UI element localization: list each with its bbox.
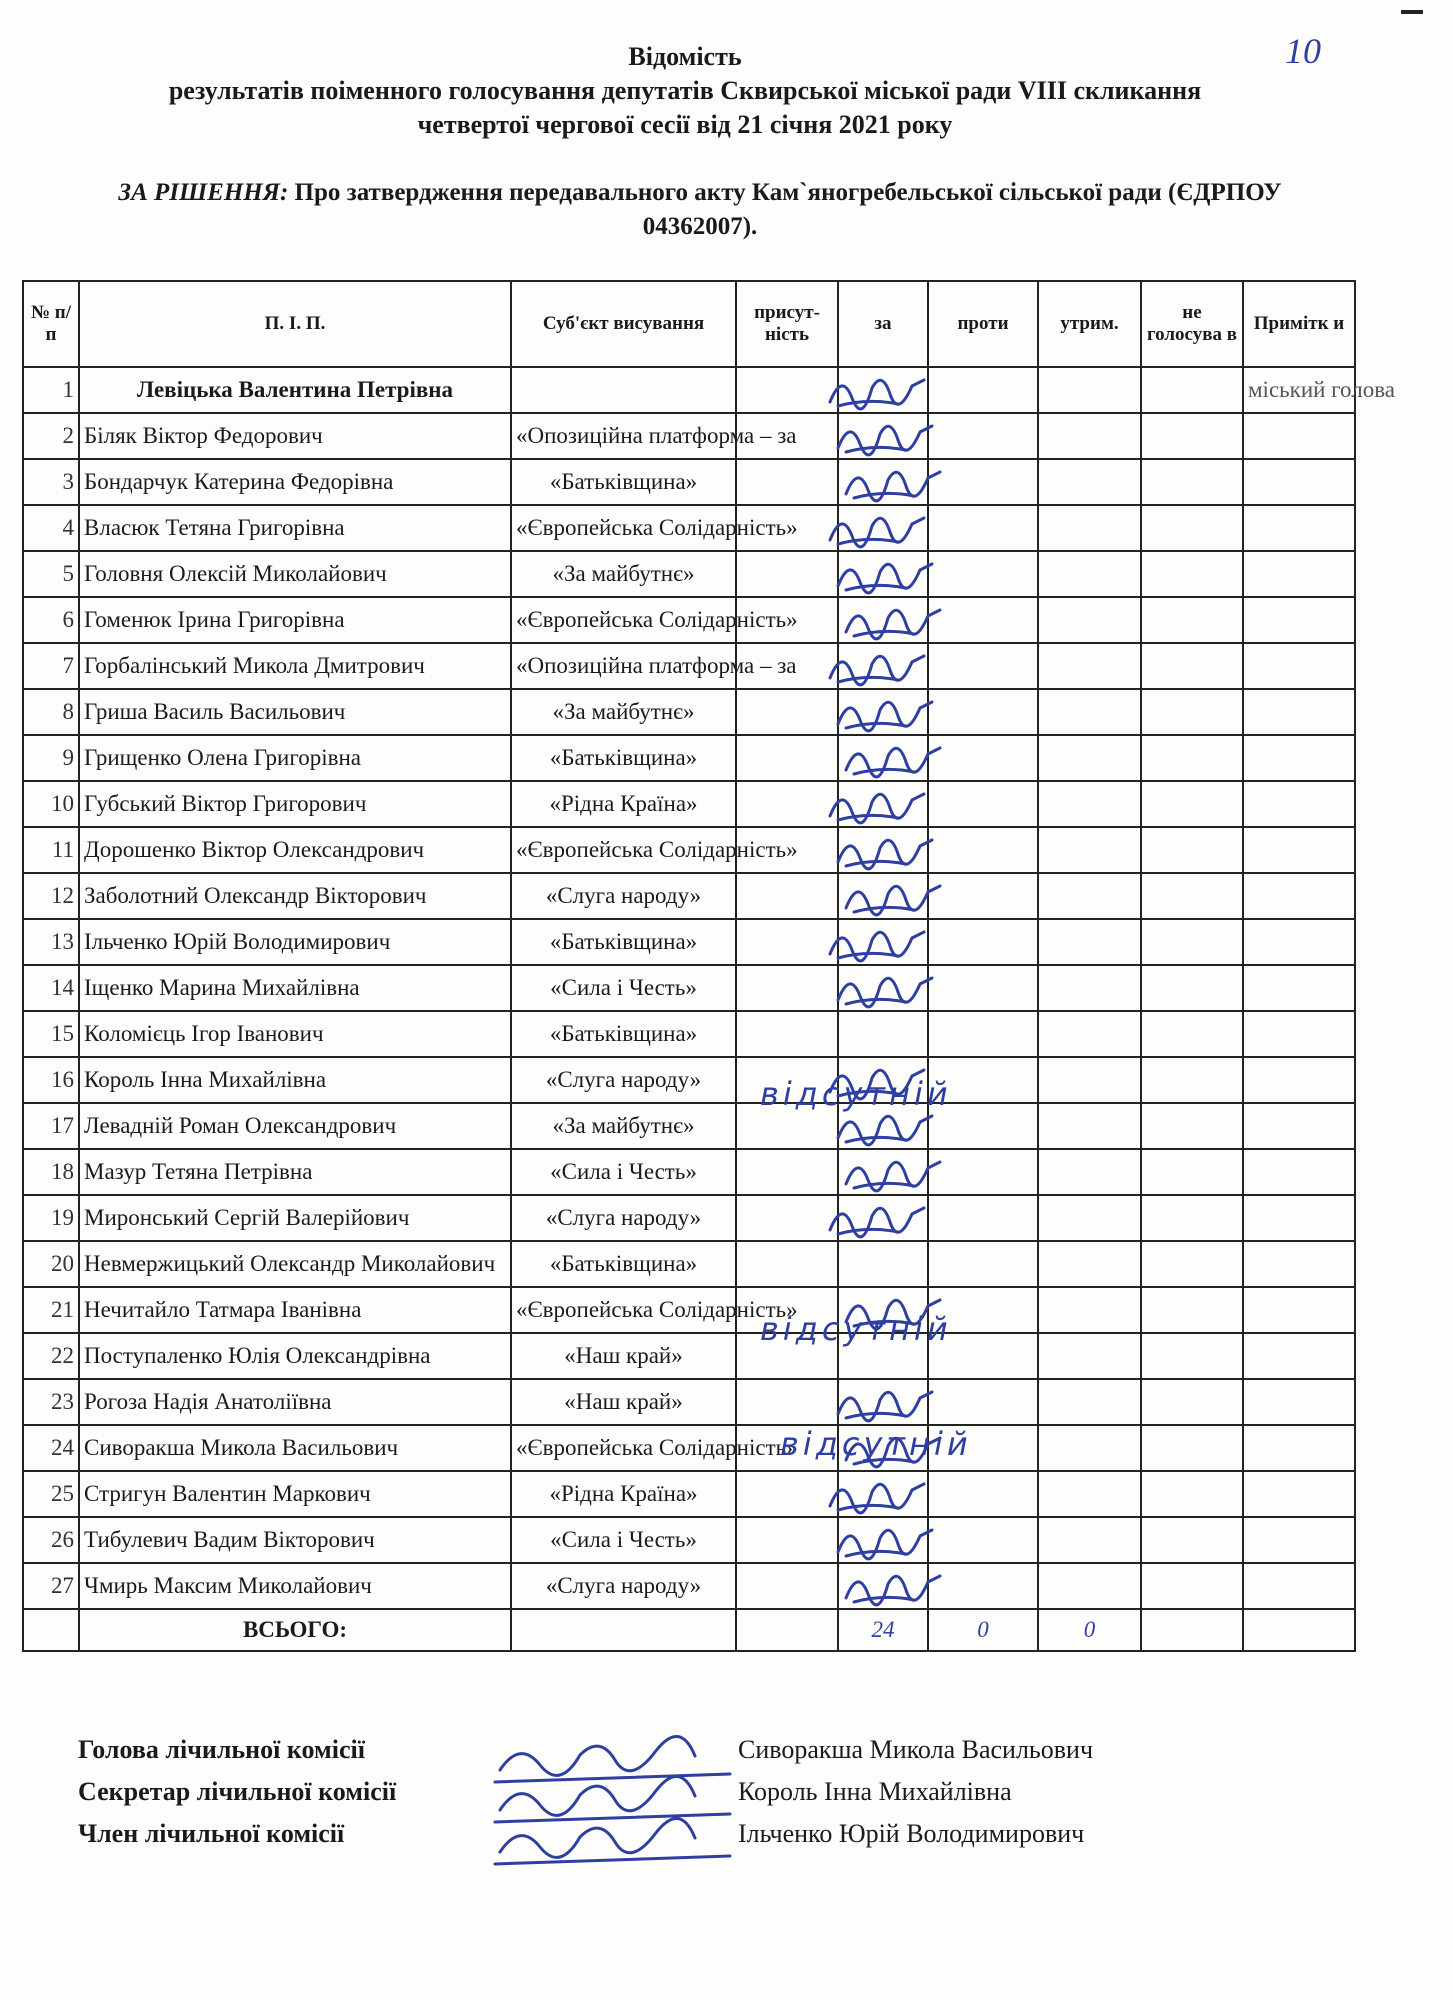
total-label: ВСЬОГО: bbox=[79, 1609, 511, 1651]
row-num: 24 bbox=[23, 1425, 79, 1471]
row-num: 11 bbox=[23, 827, 79, 873]
row-present bbox=[736, 1563, 838, 1609]
row-not-voted bbox=[1141, 735, 1243, 781]
row-party: «За майбутнє» bbox=[511, 689, 736, 735]
row-note bbox=[1243, 781, 1355, 827]
row-for bbox=[838, 1011, 928, 1057]
row-abstain bbox=[1038, 1563, 1141, 1609]
row-note bbox=[1243, 965, 1355, 1011]
row-present bbox=[736, 1195, 838, 1241]
table-row bbox=[23, 459, 1355, 505]
row-not-voted bbox=[1141, 873, 1243, 919]
row-for bbox=[838, 1195, 928, 1241]
header-present: присут-ність bbox=[736, 281, 838, 367]
row-name: Бондарчук Катерина Федорівна bbox=[79, 459, 511, 505]
row-name: Губський Віктор Григорович bbox=[79, 781, 511, 827]
row-party: «Європейська Солідарність» bbox=[511, 1287, 736, 1333]
row-for bbox=[838, 367, 928, 413]
row-num: 6 bbox=[23, 597, 79, 643]
row-abstain bbox=[1038, 1471, 1141, 1517]
row-party: «Слуга народу» bbox=[511, 1195, 736, 1241]
row-abstain bbox=[1038, 827, 1141, 873]
row-num: 23 bbox=[23, 1379, 79, 1425]
row-party: «Опозиційна платформа – за bbox=[511, 413, 736, 459]
row-not-voted bbox=[1141, 1195, 1243, 1241]
row-num: 16 bbox=[23, 1057, 79, 1103]
row-not-voted bbox=[1141, 689, 1243, 735]
commission-name: Ільченко Юрій Володимирович bbox=[738, 1819, 1085, 1848]
commission-role: Член лічильної комісії bbox=[78, 1819, 345, 1848]
row-not-voted bbox=[1141, 367, 1243, 413]
row-note bbox=[1243, 643, 1355, 689]
row-for bbox=[838, 597, 928, 643]
commission-row bbox=[78, 1819, 1378, 1861]
row-num: 22 bbox=[23, 1333, 79, 1379]
table-row bbox=[23, 1563, 1355, 1609]
row-note bbox=[1243, 1471, 1355, 1517]
row-name: Гриша Василь Васильович bbox=[79, 689, 511, 735]
row-for bbox=[838, 827, 928, 873]
table-header-row bbox=[23, 281, 1355, 367]
row-against bbox=[928, 505, 1038, 551]
row-not-voted bbox=[1141, 827, 1243, 873]
row-abstain bbox=[1038, 1241, 1141, 1287]
commission-name: Король Інна Михайлівна bbox=[738, 1777, 1012, 1806]
row-for bbox=[838, 781, 928, 827]
row-for bbox=[838, 1563, 928, 1609]
row-abstain bbox=[1038, 1425, 1141, 1471]
total-row bbox=[23, 1609, 1355, 1651]
row-party: «Європейська Солідарність» bbox=[511, 827, 736, 873]
row-for bbox=[838, 1471, 928, 1517]
row-for bbox=[838, 1149, 928, 1195]
page-number: 10 bbox=[1285, 31, 1321, 71]
header-party: Суб'єкт висування bbox=[511, 281, 736, 367]
row-party: «Сила і Честь» bbox=[511, 1517, 736, 1563]
row-num: 21 bbox=[23, 1287, 79, 1333]
row-party: «Сила і Честь» bbox=[511, 1149, 736, 1195]
row-note bbox=[1243, 413, 1355, 459]
row-abstain bbox=[1038, 1011, 1141, 1057]
row-note bbox=[1243, 1103, 1355, 1149]
row-against bbox=[928, 551, 1038, 597]
row-party: «Батьківщина» bbox=[511, 459, 736, 505]
row-name: Левадній Роман Олександрович bbox=[79, 1103, 511, 1149]
row-num: 14 bbox=[23, 965, 79, 1011]
row-against bbox=[928, 1241, 1038, 1287]
row-present bbox=[736, 1471, 838, 1517]
row-num: 7 bbox=[23, 643, 79, 689]
row-note bbox=[1243, 1149, 1355, 1195]
row-name: Мазур Тетяна Петрівна bbox=[79, 1149, 511, 1195]
handwritten-absent-15: відсутній bbox=[760, 1075, 952, 1113]
table-row bbox=[23, 1287, 1355, 1333]
row-not-voted bbox=[1141, 1287, 1243, 1333]
row-for bbox=[838, 689, 928, 735]
row-abstain bbox=[1038, 1103, 1141, 1149]
table-row bbox=[23, 1471, 1355, 1517]
row-abstain bbox=[1038, 1517, 1141, 1563]
row-party: «Батьківщина» bbox=[511, 1011, 736, 1057]
row-party: «Рідна Країна» bbox=[511, 1471, 736, 1517]
row-name: Рогоза Надія Анатоліївна bbox=[79, 1379, 511, 1425]
row-name: Невмержицький Олександр Миколайович bbox=[79, 1241, 511, 1287]
row-num: 13 bbox=[23, 919, 79, 965]
table-row bbox=[23, 1425, 1355, 1471]
table-row bbox=[23, 597, 1355, 643]
row-name: Іщенко Марина Михайлівна bbox=[79, 965, 511, 1011]
row-party: «За майбутнє» bbox=[511, 551, 736, 597]
total-abstain: 0 bbox=[1038, 1609, 1141, 1651]
row-party: «Рідна Країна» bbox=[511, 781, 736, 827]
header-name: П. І. П. bbox=[79, 281, 511, 367]
row-name: Король Інна Михайлівна bbox=[79, 1057, 511, 1103]
row-not-voted bbox=[1141, 413, 1243, 459]
row-note bbox=[1243, 827, 1355, 873]
row-abstain bbox=[1038, 505, 1141, 551]
table-row bbox=[23, 551, 1355, 597]
row-num: 17 bbox=[23, 1103, 79, 1149]
total-for: 24 bbox=[838, 1609, 928, 1651]
row-note bbox=[1243, 1563, 1355, 1609]
row-not-voted bbox=[1141, 459, 1243, 505]
row-against bbox=[928, 1471, 1038, 1517]
row-note bbox=[1243, 1011, 1355, 1057]
row-against bbox=[928, 597, 1038, 643]
row-present bbox=[736, 551, 838, 597]
row-party: «Слуга народу» bbox=[511, 1057, 736, 1103]
row-for bbox=[838, 505, 928, 551]
row-name: Власюк Тетяна Григорівна bbox=[79, 505, 511, 551]
row-num: 9 bbox=[23, 735, 79, 781]
header-num: № п/п bbox=[23, 281, 79, 367]
row-for bbox=[838, 551, 928, 597]
row-not-voted bbox=[1141, 965, 1243, 1011]
row-name: Поступаленко Юлія Олександрівна bbox=[79, 1333, 511, 1379]
row-against bbox=[928, 1011, 1038, 1057]
row-present bbox=[736, 781, 838, 827]
row-party: «Сила і Честь» bbox=[511, 965, 736, 1011]
row-abstain bbox=[1038, 965, 1141, 1011]
row-for bbox=[838, 643, 928, 689]
row-name: Тибулевич Вадим Вікторович bbox=[79, 1517, 511, 1563]
row-name: Заболотний Олександр Вікторович bbox=[79, 873, 511, 919]
row-against bbox=[928, 1195, 1038, 1241]
commission-block bbox=[78, 1735, 1378, 1861]
row-against bbox=[928, 781, 1038, 827]
row-note bbox=[1243, 873, 1355, 919]
row-abstain bbox=[1038, 1379, 1141, 1425]
row-against bbox=[928, 1563, 1038, 1609]
decision-text-2: 04362007). bbox=[642, 213, 758, 240]
row-party: «Наш край» bbox=[511, 1333, 736, 1379]
row-against bbox=[928, 965, 1038, 1011]
row-present bbox=[736, 459, 838, 505]
row-abstain bbox=[1038, 597, 1141, 643]
row-abstain bbox=[1038, 551, 1141, 597]
table-row bbox=[23, 919, 1355, 965]
row-not-voted bbox=[1141, 1103, 1243, 1149]
row-for bbox=[838, 873, 928, 919]
row-present bbox=[736, 919, 838, 965]
row-note bbox=[1243, 551, 1355, 597]
row-party bbox=[511, 367, 736, 413]
table-row bbox=[23, 413, 1355, 459]
document-subtitle-line2: четвертої чергової сесії від 21 січня 2021 року bbox=[417, 110, 953, 139]
row-note bbox=[1243, 689, 1355, 735]
row-num: 26 bbox=[23, 1517, 79, 1563]
row-num: 4 bbox=[23, 505, 79, 551]
row-party: «За майбутнє» bbox=[511, 1103, 736, 1149]
row-abstain bbox=[1038, 459, 1141, 505]
row-not-voted bbox=[1141, 551, 1243, 597]
row-for bbox=[838, 1517, 928, 1563]
row-abstain bbox=[1038, 689, 1141, 735]
row-against bbox=[928, 873, 1038, 919]
header-abstain: утрим. bbox=[1038, 281, 1141, 367]
row-for bbox=[838, 735, 928, 781]
row-not-voted bbox=[1141, 1011, 1243, 1057]
corner-mark bbox=[1401, 10, 1423, 26]
row-abstain bbox=[1038, 781, 1141, 827]
row-num: 20 bbox=[23, 1241, 79, 1287]
table-row bbox=[23, 643, 1355, 689]
row-abstain bbox=[1038, 735, 1141, 781]
row-name: Грищенко Олена Григорівна bbox=[79, 735, 511, 781]
table-row bbox=[23, 1241, 1355, 1287]
row-against bbox=[928, 1149, 1038, 1195]
row-name: Горбалінський Микола Дмитрович bbox=[79, 643, 511, 689]
vote-table bbox=[22, 280, 1395, 1652]
row-num: 10 bbox=[23, 781, 79, 827]
total-against: 0 bbox=[928, 1609, 1038, 1651]
row-not-voted bbox=[1141, 505, 1243, 551]
header-for: за bbox=[838, 281, 928, 367]
decision-label: ЗА РІШЕННЯ: bbox=[118, 179, 289, 206]
row-name: Гоменюк Ірина Григорівна bbox=[79, 597, 511, 643]
row-num: 19 bbox=[23, 1195, 79, 1241]
row-num: 27 bbox=[23, 1563, 79, 1609]
row-party: «Слуга народу» bbox=[511, 1563, 736, 1609]
row-not-voted bbox=[1141, 643, 1243, 689]
row-present bbox=[736, 965, 838, 1011]
decision-block bbox=[50, 176, 1350, 244]
row-against bbox=[928, 689, 1038, 735]
row-not-voted bbox=[1141, 781, 1243, 827]
row-name: Головня Олексій Миколайович bbox=[79, 551, 511, 597]
decision-text: Про затвердження передавального акту Кам`яногребельської сільської ради (ЄДРПОУ bbox=[294, 179, 1282, 206]
row-note bbox=[1243, 1425, 1355, 1471]
row-party: «Європейська Солідарність» bbox=[511, 1425, 736, 1471]
table-row bbox=[23, 367, 1355, 413]
row-party: «Європейська Солідарність» bbox=[511, 505, 736, 551]
row-name: Біляк Віктор Федорович bbox=[79, 413, 511, 459]
row-against bbox=[928, 367, 1038, 413]
row-note bbox=[1243, 1333, 1355, 1379]
header-not-voted: не голосува в bbox=[1141, 281, 1243, 367]
row-abstain bbox=[1038, 1195, 1141, 1241]
row-for bbox=[838, 919, 928, 965]
table-row bbox=[23, 873, 1355, 919]
table-row bbox=[23, 1057, 1355, 1103]
row-name: Левіцька Валентина Петрівна bbox=[79, 367, 511, 413]
table-row bbox=[23, 1379, 1355, 1425]
document-title: Відомість bbox=[628, 42, 742, 71]
handwritten-absent-20: відсутній bbox=[760, 1310, 952, 1348]
row-against bbox=[928, 459, 1038, 505]
row-name: Миронський Сергій Валерійович bbox=[79, 1195, 511, 1241]
row-party: «Батьківщина» bbox=[511, 1241, 736, 1287]
row-note bbox=[1243, 1057, 1355, 1103]
row-name: Коломієць Ігор Іванович bbox=[79, 1011, 511, 1057]
header-against: проти bbox=[928, 281, 1038, 367]
row-present bbox=[736, 735, 838, 781]
row-party: «Батьківщина» bbox=[511, 919, 736, 965]
row-for bbox=[838, 1379, 928, 1425]
table-row bbox=[23, 1103, 1355, 1149]
row-not-voted bbox=[1141, 1517, 1243, 1563]
row-against bbox=[928, 413, 1038, 459]
row-present bbox=[736, 367, 838, 413]
table-row bbox=[23, 1333, 1355, 1379]
row-note bbox=[1243, 1195, 1355, 1241]
row-not-voted bbox=[1141, 1241, 1243, 1287]
table-row bbox=[23, 505, 1355, 551]
row-for bbox=[838, 459, 928, 505]
document-header bbox=[60, 40, 1310, 142]
row-abstain bbox=[1038, 643, 1141, 689]
commission-row bbox=[78, 1777, 1378, 1819]
row-note bbox=[1243, 459, 1355, 505]
row-note bbox=[1243, 1241, 1355, 1287]
row-party: «Опозиційна платформа – за bbox=[511, 643, 736, 689]
row-not-voted bbox=[1141, 1379, 1243, 1425]
row-num: 25 bbox=[23, 1471, 79, 1517]
row-not-voted bbox=[1141, 1425, 1243, 1471]
row-abstain bbox=[1038, 919, 1141, 965]
row-abstain bbox=[1038, 1333, 1141, 1379]
row-name: Стригун Валентин Маркович bbox=[79, 1471, 511, 1517]
row-not-voted bbox=[1141, 1563, 1243, 1609]
row-not-voted bbox=[1141, 919, 1243, 965]
row-party: «Наш край» bbox=[511, 1379, 736, 1425]
row-for bbox=[838, 1241, 928, 1287]
row-party: «Європейська Солідарність» bbox=[511, 597, 736, 643]
row-abstain bbox=[1038, 1287, 1141, 1333]
row-num: 2 bbox=[23, 413, 79, 459]
row-against bbox=[928, 643, 1038, 689]
row-present bbox=[736, 1149, 838, 1195]
commission-role: Голова лічильної комісії bbox=[78, 1735, 365, 1764]
row-not-voted bbox=[1141, 1471, 1243, 1517]
row-present bbox=[736, 1379, 838, 1425]
row-note: міський голова bbox=[1243, 367, 1355, 413]
table-row bbox=[23, 1517, 1355, 1563]
row-not-voted bbox=[1141, 1333, 1243, 1379]
row-note bbox=[1243, 1287, 1355, 1333]
row-num: 18 bbox=[23, 1149, 79, 1195]
row-name: Дорошенко Віктор Олександрович bbox=[79, 827, 511, 873]
row-name: Сиворакша Микола Васильович bbox=[79, 1425, 511, 1471]
row-abstain bbox=[1038, 367, 1141, 413]
table-row bbox=[23, 1195, 1355, 1241]
commission-name: Сиворакша Микола Васильович bbox=[738, 1735, 1094, 1764]
row-party: «Батьківщина» bbox=[511, 735, 736, 781]
table-row bbox=[23, 781, 1355, 827]
row-present bbox=[736, 1011, 838, 1057]
row-present bbox=[736, 1517, 838, 1563]
row-not-voted bbox=[1141, 597, 1243, 643]
row-present bbox=[736, 689, 838, 735]
row-against bbox=[928, 735, 1038, 781]
row-note bbox=[1243, 735, 1355, 781]
commission-role: Секретар лічильної комісії bbox=[78, 1777, 397, 1806]
row-note bbox=[1243, 505, 1355, 551]
row-note bbox=[1243, 1379, 1355, 1425]
handwritten-absent-22: відсутній bbox=[780, 1425, 972, 1463]
row-num: 5 bbox=[23, 551, 79, 597]
row-for bbox=[838, 413, 928, 459]
row-num: 15 bbox=[23, 1011, 79, 1057]
row-note bbox=[1243, 597, 1355, 643]
row-num: 3 bbox=[23, 459, 79, 505]
table-row bbox=[23, 1149, 1355, 1195]
header-note: Примітк и bbox=[1243, 281, 1355, 367]
commission-row bbox=[78, 1735, 1378, 1777]
table-row bbox=[23, 827, 1355, 873]
table-row bbox=[23, 735, 1355, 781]
row-name: Ільченко Юрій Володимирович bbox=[79, 919, 511, 965]
row-name: Нечитайло Татмара Іванівна bbox=[79, 1287, 511, 1333]
row-against bbox=[928, 1379, 1038, 1425]
row-num: 12 bbox=[23, 873, 79, 919]
table-row bbox=[23, 689, 1355, 735]
row-not-voted bbox=[1141, 1057, 1243, 1103]
row-abstain bbox=[1038, 413, 1141, 459]
table-row bbox=[23, 1011, 1355, 1057]
row-for bbox=[838, 965, 928, 1011]
row-num: 1 bbox=[23, 367, 79, 413]
row-abstain bbox=[1038, 1057, 1141, 1103]
row-note bbox=[1243, 1517, 1355, 1563]
row-present bbox=[736, 1241, 838, 1287]
row-name: Чмирь Максим Миколайович bbox=[79, 1563, 511, 1609]
row-num: 8 bbox=[23, 689, 79, 735]
row-against bbox=[928, 1517, 1038, 1563]
row-against bbox=[928, 827, 1038, 873]
row-note bbox=[1243, 919, 1355, 965]
document-subtitle-line1: результатів поіменного голосування депутатів Сквирської міської ради VIII скликання bbox=[168, 76, 1202, 105]
row-abstain bbox=[1038, 873, 1141, 919]
row-present bbox=[736, 873, 838, 919]
table-row bbox=[23, 965, 1355, 1011]
row-party: «Слуга народу» bbox=[511, 873, 736, 919]
row-against bbox=[928, 919, 1038, 965]
row-abstain bbox=[1038, 1149, 1141, 1195]
row-not-voted bbox=[1141, 1149, 1243, 1195]
